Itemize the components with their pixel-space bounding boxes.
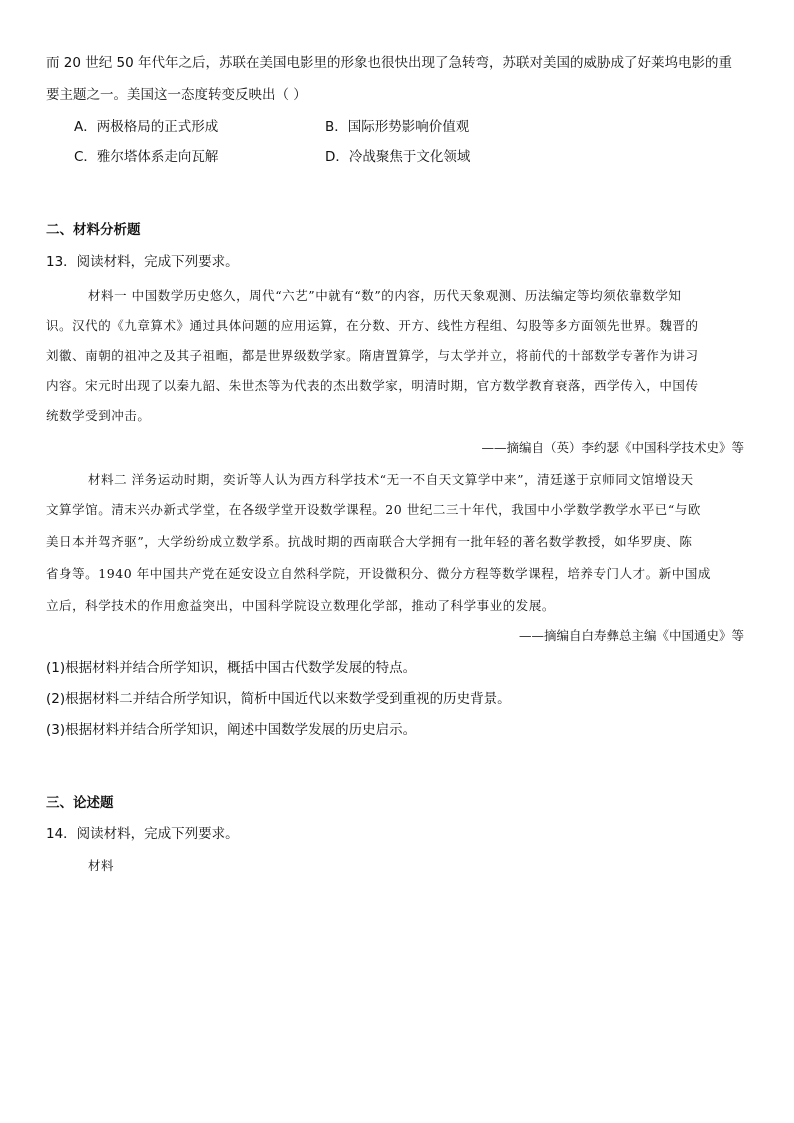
material1-line: 内容。宋元时出现了以秦九韶、朱世杰等为代表的杰出数学家，明清时期，官方数学教育衰落，西学传入，中国传 xyxy=(46,378,699,393)
q13-question-1: (1)根据材料并结合所学知识，概括中国古代数学发展的特点。 xyxy=(46,660,417,676)
q13-question-3: (3)根据材料并结合所学知识，阐述中国数学发展的历史启示。 xyxy=(46,722,417,738)
q12-stem-line2: 要主题之一。美国这一态度转变反映出（ ） xyxy=(46,87,307,103)
material2-line: 省身等。1940 年中国共产党在延安设立自然科学院，开设微积分、微分方程等数学课程，培养专门人才。新中国成 xyxy=(46,566,711,581)
material2-line: 材料二 洋务运动时期，奕䜣等人认为西方科学技术“无一不自天文算学中来”，清廷遂于京师同文馆增设天 xyxy=(88,472,694,487)
material1-line: 识。汉代的《九章算术》通过具体问题的应用运算，在分数、开方、线性方程组、勾股等多方面领先世界。魏晋的 xyxy=(46,318,699,333)
q13-question-2: (2)根据材料二并结合所学知识，简析中国近代以来数学受到重视的历史背景。 xyxy=(46,691,511,707)
section3-heading: 三、论述题 xyxy=(46,795,114,811)
q13-intro: 13．阅读材料，完成下列要求。 xyxy=(46,254,239,270)
section2-heading: 二、材料分析题 xyxy=(46,222,141,238)
material1-line: 刘徽、南朝的祖冲之及其子祖暅，都是世界级数学家。隋唐置算学，与太学并立，将前代的十部数学专著作为讲习 xyxy=(46,348,699,363)
q14-intro: 14．阅读材料，完成下列要求。 xyxy=(46,826,239,842)
material2-line: 文算学馆。清末兴办新式学堂，在各级学堂开设数学课程。20 世纪二三十年代，我国中小学数学教学水平已“与欧 xyxy=(46,502,701,517)
material2-line: 立后，科学技术的作用愈益突出，中国科学院设立数理化学部，推动了科学事业的发展。 xyxy=(46,598,555,613)
material2-line: 美日本并驾齐驱”，大学纷纷成立数学系。抗战时期的西南联合大学拥有一批年轻的著名数学教授，如华罗庚、陈 xyxy=(46,534,693,549)
material1-line: 统数学受到冲击。 xyxy=(46,408,151,423)
q12-option-b: B．国际形势影响价值观 xyxy=(325,119,470,135)
q12-option-a: A．两极格局的正式形成 xyxy=(74,119,219,135)
q12-option-c: C．雅尔塔体系走向瓦解 xyxy=(74,149,219,165)
q12-option-d: D．冷战聚焦于文化领域 xyxy=(325,149,471,165)
q12-stem-line1: 而 20 世纪 50 年代年之后，苏联在美国电影里的形象也很快出现了急转弯，苏联对美国的威胁成了好莱坞电影的重 xyxy=(46,55,733,71)
material1-line: 材料一 中国数学历史悠久，周代“六艺”中就有“数”的内容，历代天象观测、历法编定等均须依靠数学知 xyxy=(88,288,682,303)
material2-source: ——摘编自白寿彝总主编《中国通史》等 xyxy=(518,628,744,643)
material1-source: ——摘编自（英）李约瑟《中国科学技术史》等 xyxy=(481,440,744,455)
q14-material-label: 材料 xyxy=(88,858,115,873)
